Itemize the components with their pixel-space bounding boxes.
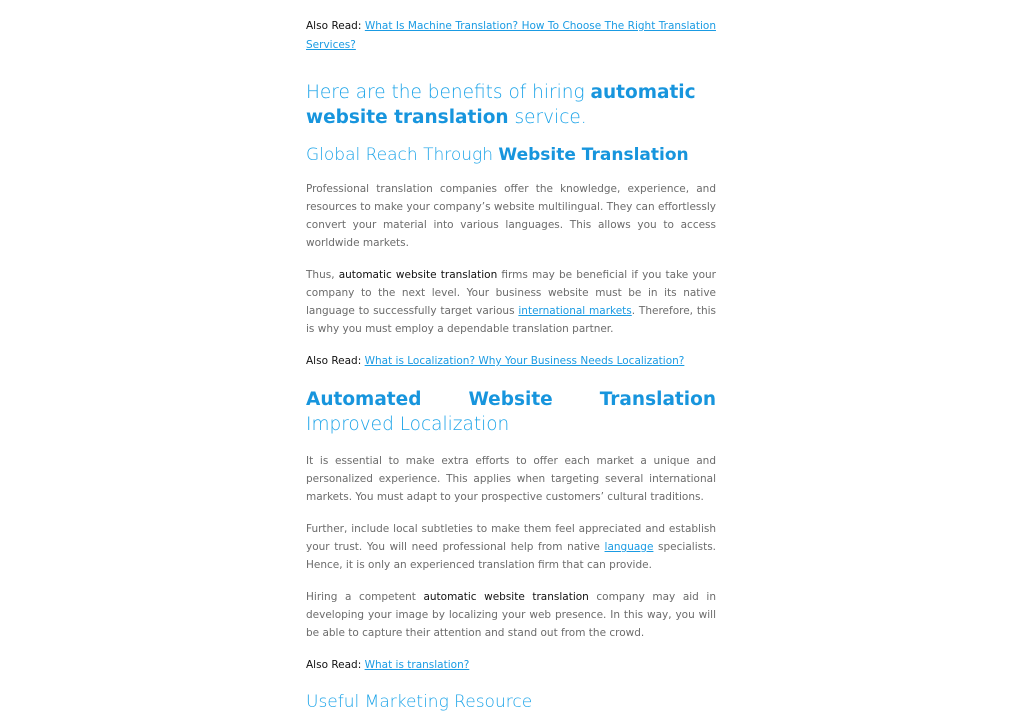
heading-benefits-strong: automatic website translation [306, 82, 696, 128]
para4-pre: Further, include local subtleties to make them feel appreciated and establish your trust. You will need professional help from native [306, 523, 716, 553]
heading-global-pre: Global Reach Through [306, 145, 499, 165]
para5-pre: Hiring a competent [306, 591, 424, 603]
paragraph-essential: It is essential to make extra efforts to offer each market a unique and personalized experience. This applies when targeting several international markets. You must adapt to your prospective customers’ cultural traditions. [306, 455, 716, 503]
heading-global-strong: Website Translation [498, 145, 689, 165]
also-read-link-localization[interactable]: What is Localization? Why Your Business Needs Localization? [364, 355, 685, 367]
also-read-3 [306, 656, 716, 675]
heading-automated [306, 387, 716, 437]
also-read-label: Also Read: [306, 659, 362, 671]
heading-global-reach [306, 143, 716, 168]
para4-post: specialists. Hence, it is only an experienced translation firm that can provide. [306, 541, 717, 571]
also-read-label: Also Read: [306, 355, 362, 367]
heading-automated-post: Improved Localization [306, 414, 510, 435]
paragraph-further [306, 520, 716, 574]
paragraph-thus [306, 266, 716, 338]
heading-useful-marketing: Useful Marketing Resource [306, 692, 533, 712]
para2-pre: Thus, [306, 269, 339, 281]
also-read-label: Also Read: [306, 20, 362, 32]
paragraph-professional: Professional translation companies offer the knowledge, experience, and resources to make your company’s website multilingual. They can effortlessly convert your material into various languages. This allows you to access worldwide markets. [306, 183, 716, 249]
heading-benefits-post: service. [508, 107, 587, 128]
heading-benefits-pre: Here are the benefits of hiring [306, 82, 591, 103]
language-link[interactable]: language [604, 541, 654, 553]
heading-benefits [306, 80, 716, 130]
para2-post: . Therefore, this is why you must employ a dependable translation partner. [306, 305, 716, 335]
also-read-link-machine-translation[interactable]: What Is Machine Translation? How To Choose The Right Translation Services? [306, 20, 716, 51]
para2-strong: automatic website translation [338, 269, 498, 281]
article-column [306, 17, 716, 715]
also-read-1 [306, 17, 716, 55]
para5-post: company may aid in developing your image by localizing your web presence. In this way, you will be able to capture their attention and stand out from the crowd. [306, 591, 716, 639]
para2-mid: firms may be beneficial if you take your company to the next level. Your business website must be in its native language to successfully target various [306, 269, 716, 317]
also-read-2 [306, 352, 716, 371]
para5-strong: automatic website translation [423, 591, 589, 603]
heading-automated-strong: Automated Website Translation [306, 389, 716, 410]
international-markets-link[interactable]: international markets [518, 305, 632, 317]
also-read-link-translation[interactable]: What is translation? [364, 659, 470, 671]
paragraph-hiring [306, 588, 716, 642]
